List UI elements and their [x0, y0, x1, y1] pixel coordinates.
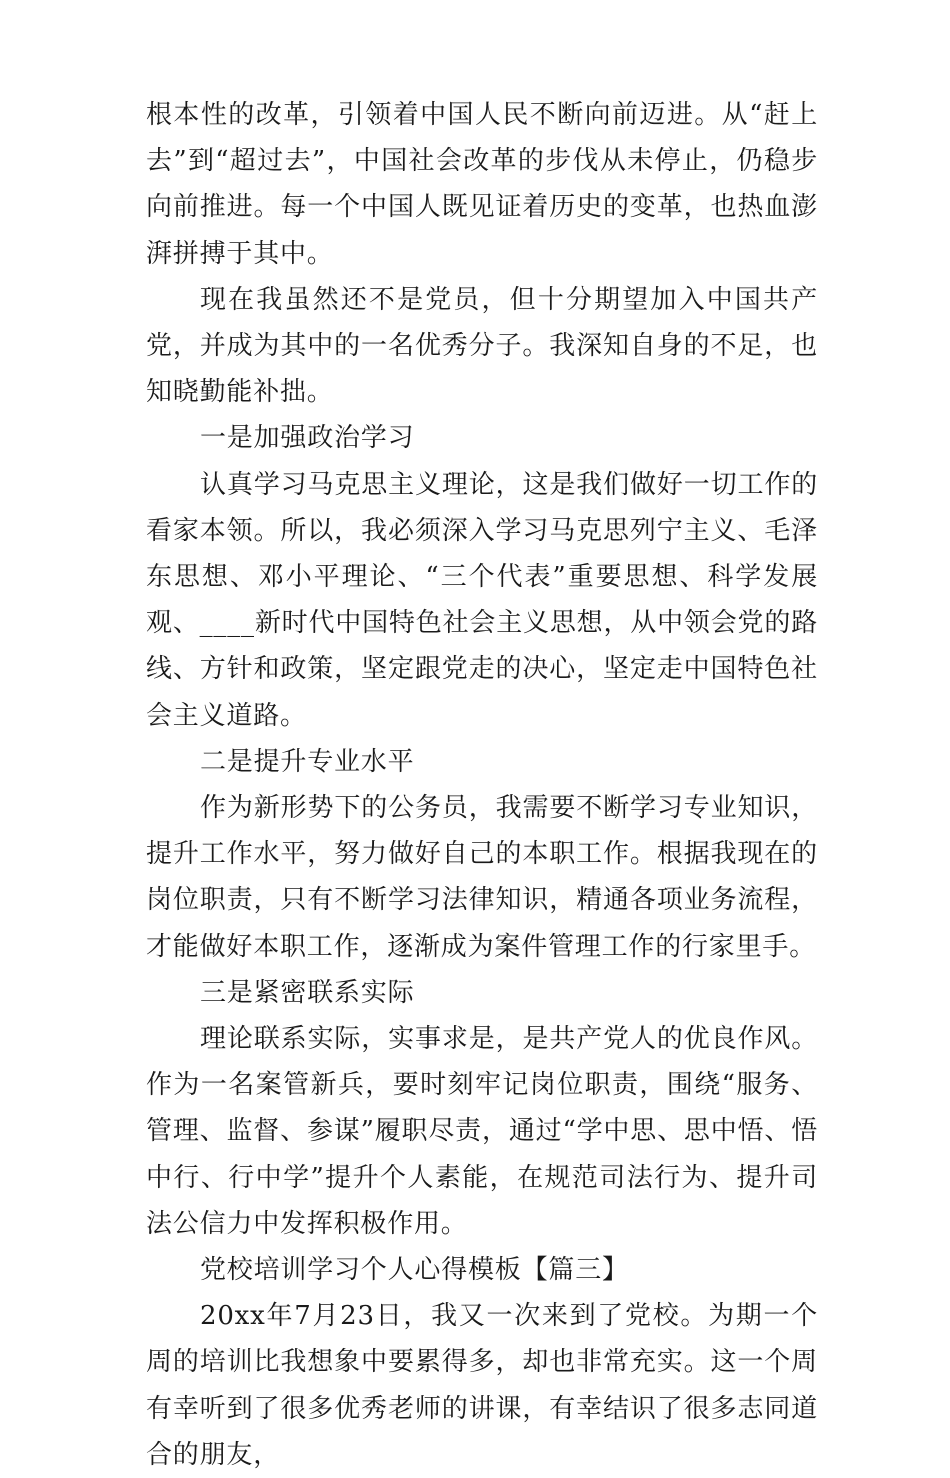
- paragraph: 20xx年7月23日，我又一次来到了党校。为期一个周的培训比我想象中要累得多，却也非常充实。这一个周有幸听到了很多优秀老师的讲课，有幸结识了很多志同道合的朋友，: [146, 1301, 818, 1470]
- section-heading: 三是紧密联系实际: [200, 977, 415, 1008]
- paragraph-continued: 根本性的改革，引领着中国人民不断向前迈进。从“赶上去”到“超过去”，中国社会改革的步伐从未停止，仍稳步向前推进。每一个中国人既见证着历史的变革，也热血澎湃拼搏于其中。: [146, 100, 818, 269]
- article-title: 党校培训学习个人心得模板【篇三】: [200, 1255, 629, 1286]
- section-heading: 二是提升专业水平: [200, 746, 415, 777]
- paragraph: 认真学习马克思主义理论，这是我们做好一切工作的看家本领。所以，我必须深入学习马克思列宁主义、毛泽东思想、邓小平理论、“三个代表”重要思想、科学发展观、____新时代中国特色社会主义思想，从中领会党的路线、方针和政策，坚定跟党走的决心，坚定走中国特色社会主义道路。: [146, 469, 818, 731]
- paragraph: 作为新形势下的公务员，我需要不断学习专业知识，提升工作水平，努力做好自己的本职工作。根据我现在的岗位职责，只有不断学习法律知识，精通各项业务流程，才能做好本职工作，逐渐成为案件管理工作的行家里手。: [146, 793, 818, 962]
- section-heading: 一是加强政治学习: [200, 423, 415, 454]
- paragraph: 现在我虽然还不是党员，但十分期望加入中国共产党，并成为其中的一名优秀分子。我深知自身的不足，也知晓勤能补拙。: [146, 284, 818, 408]
- paragraph: 理论联系实际，实事求是，是共产党人的优良作风。作为一名案管新兵，要时刻牢记岗位职责，围绕“服务、管理、监督、参谋”履职尽责，通过“学中思、思中悟、悟中行、行中学”提升个人素能，在规范司法行为、提升司法公信力中发挥积极作用。: [146, 1024, 818, 1239]
- document-body: [146, 92, 818, 1478]
